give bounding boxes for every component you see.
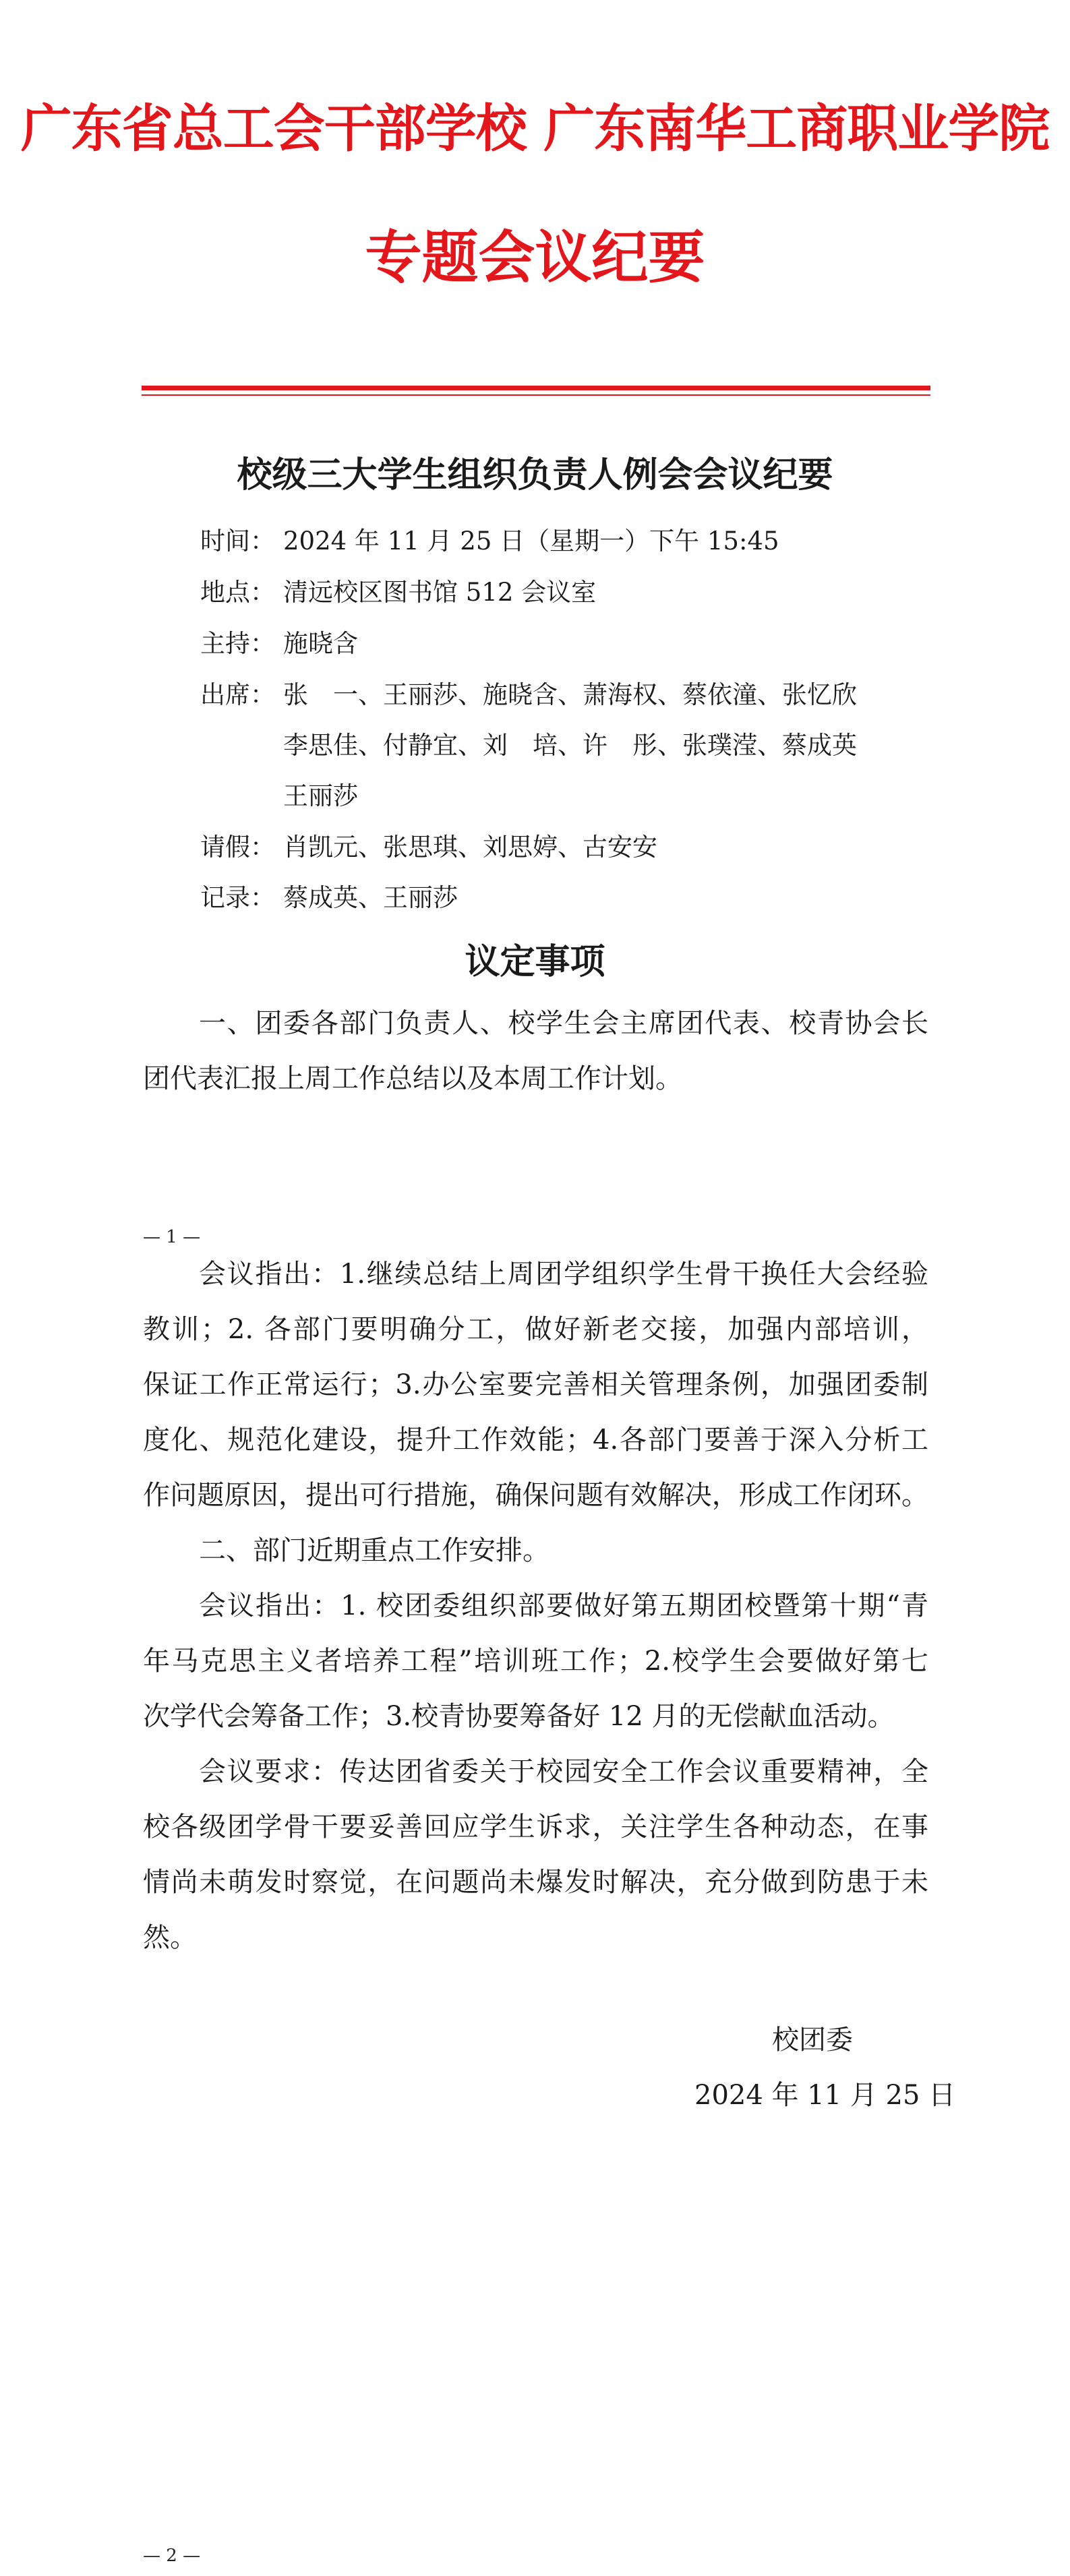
signature-org: 校团委 [772, 2025, 853, 2056]
notes2-line: 年马克思主义者培养工程”培训班工作；2.校学生会要做好第七 [143, 1646, 928, 1677]
page-number-1: — 1 — [143, 1227, 201, 1247]
document-title: 校级三大学生组织负责人例会会议纪要 [237, 454, 833, 496]
notes1-line: 度化、规范化建设，提升工作效能；4.各部门要善于深入分析工 [143, 1425, 928, 1456]
attendees-line: 张 一、王丽莎、施晓含、萧海权、蔡依潼、张忆欣 [283, 680, 857, 709]
time-label: 时间： [200, 527, 275, 556]
requirements-line: 会议要求：传达团省委关于校园安全工作会议重要精神，全 [199, 1756, 928, 1787]
header-rule-thin [142, 394, 930, 396]
notes1-line: 保证工作正常运行；3.办公室要完善相关管理条例，加强团委制 [143, 1369, 928, 1400]
attendees-label: 出席： [200, 680, 275, 709]
header-institutions: 广东省总工会干部学校 广东南华工商职业学院 [20, 98, 1050, 158]
page-number-2: — 2 — [143, 2546, 201, 2566]
notes1-line: 教训；2. 各部门要明确分工，做好新老交接，加强内部培训， [143, 1314, 928, 1345]
attendees-line: 王丽莎 [283, 781, 358, 810]
header-doc-type: 专题会议纪要 [365, 224, 705, 291]
notes1-line: 作问题原因，提出可行措施，确保问题有效解决，形成工作闭环。 [143, 1480, 928, 1511]
item1-line: 团代表汇报上周工作总结以及本周工作计划。 [143, 1063, 682, 1094]
notes2-line: 会议指出：1. 校团委组织部要做好第五期团校暨第十期“青 [199, 1590, 928, 1621]
leave-value: 肖凯元、张思琪、刘思婷、古安安 [283, 833, 657, 862]
section-heading: 议定事项 [465, 941, 605, 982]
item2-line: 二、部门近期重点工作安排。 [199, 1535, 549, 1566]
attendees-line: 李思佳、付静宜、刘 培、许 彤、张璞滢、蔡成英 [283, 731, 857, 760]
place-value: 清远校区图书馆 512 会议室 [283, 578, 597, 607]
notes2-line: 次学代会筹备工作；3.校青协要筹备好 12 月的无偿献血活动。 [143, 1701, 895, 1732]
host-label: 主持： [200, 629, 275, 658]
notes1-line: 会议指出：1.继续总结上周团学组织学生骨干换任大会经验 [199, 1259, 928, 1290]
leave-label: 请假： [200, 833, 275, 862]
requirements-line: 校各级团学骨干要妥善回应学生诉求，关注学生各种动态，在事 [143, 1811, 928, 1843]
place-label: 地点： [200, 578, 275, 607]
time-value: 2024 年 11 月 25 日（星期一）下午 15:45 [283, 527, 779, 556]
item1-line: 一、团委各部门负责人、校学生会主席团代表、校青协会长 [199, 1008, 928, 1039]
requirements-line: 情尚未萌发时察觉，在问题尚未爆发时解决，充分做到防患于未 [143, 1867, 928, 1898]
recorder-value: 蔡成英、王丽莎 [283, 883, 458, 912]
host-value: 施晓含 [283, 629, 358, 658]
recorder-label: 记录： [200, 883, 275, 912]
header-rule-thick [142, 386, 930, 390]
signature-date: 2024 年 11 月 25 日 [694, 2080, 956, 2111]
requirements-line: 然。 [143, 1922, 197, 1953]
